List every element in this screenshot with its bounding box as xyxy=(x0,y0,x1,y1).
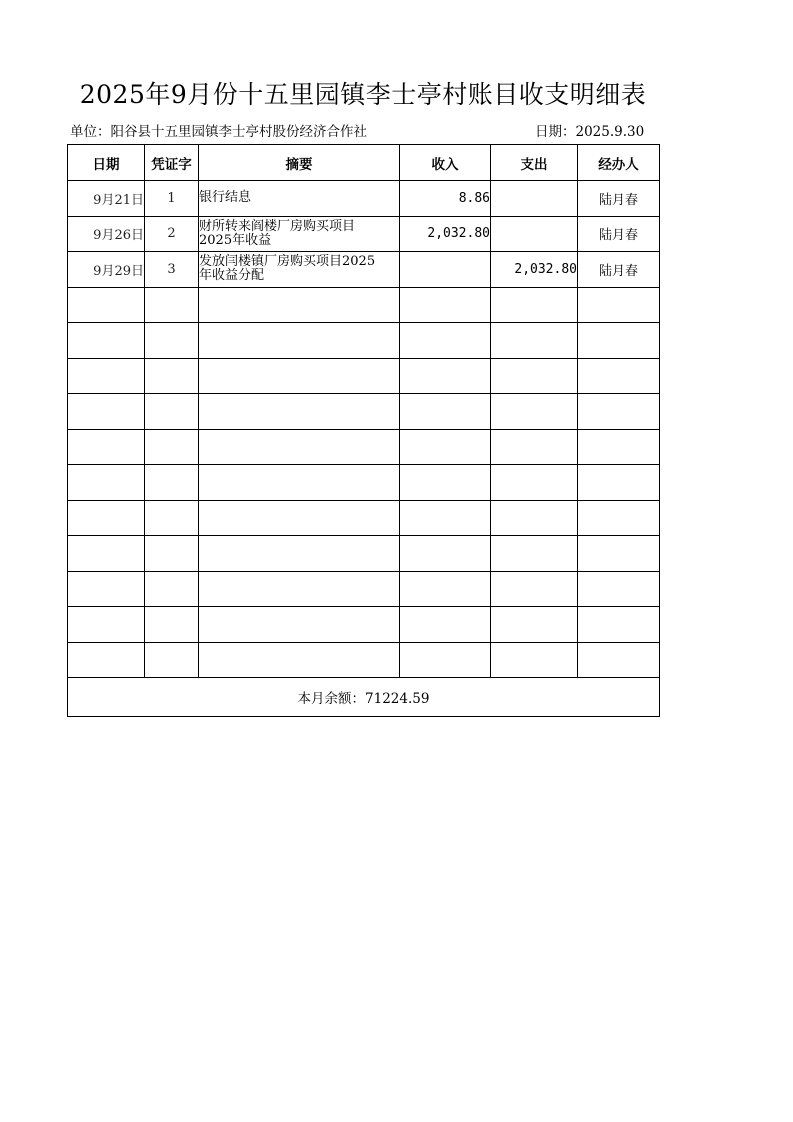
empty-table-row xyxy=(68,358,660,394)
row-summary-line: 年收益分配 xyxy=(199,268,265,284)
row-summary xyxy=(199,181,400,217)
empty-cell xyxy=(400,607,491,643)
empty-cell xyxy=(68,536,145,572)
date-label: 日期： xyxy=(535,124,576,140)
col-header-date: 日期 xyxy=(68,145,145,181)
empty-table-row xyxy=(68,465,660,501)
empty-cell xyxy=(68,287,145,323)
empty-cell xyxy=(68,358,145,394)
col-header-expense: 支出 xyxy=(491,145,578,181)
row-voucher: 2 xyxy=(145,216,199,252)
empty-cell xyxy=(400,465,491,501)
empty-cell xyxy=(68,607,145,643)
row-handler: 陆月春 xyxy=(578,216,660,252)
ledger-table xyxy=(67,144,660,717)
empty-cell xyxy=(199,358,400,394)
empty-cell xyxy=(400,500,491,536)
empty-cell xyxy=(68,323,145,359)
row-voucher: 1 xyxy=(145,181,199,217)
row-date: 9月21日 xyxy=(68,181,145,217)
empty-cell xyxy=(400,571,491,607)
col-header-summary: 摘要 xyxy=(199,145,400,181)
empty-cell xyxy=(491,287,578,323)
empty-cell xyxy=(145,536,199,572)
empty-cell xyxy=(68,429,145,465)
row-handler: 陆月春 xyxy=(578,181,660,217)
empty-cell xyxy=(199,287,400,323)
empty-cell xyxy=(578,536,660,572)
empty-cell xyxy=(145,642,199,678)
empty-cell xyxy=(145,429,199,465)
empty-cell xyxy=(145,287,199,323)
balance-cell xyxy=(68,678,660,717)
balance-value: 71224.59 xyxy=(365,691,430,707)
empty-cell xyxy=(578,323,660,359)
unit-label: 单位： xyxy=(70,124,111,140)
row-handler: 陆月春 xyxy=(578,252,660,288)
empty-cell xyxy=(145,500,199,536)
empty-cell xyxy=(145,323,199,359)
empty-cell xyxy=(491,607,578,643)
empty-cell xyxy=(578,465,660,501)
empty-cell xyxy=(491,358,578,394)
empty-cell xyxy=(400,358,491,394)
empty-cell xyxy=(199,642,400,678)
empty-cell xyxy=(68,394,145,430)
empty-table-row xyxy=(68,500,660,536)
col-header-income: 收入 xyxy=(400,145,491,181)
empty-cell xyxy=(491,429,578,465)
empty-cell xyxy=(578,607,660,643)
empty-cell xyxy=(578,394,660,430)
row-date: 9月29日 xyxy=(68,252,145,288)
empty-table-row xyxy=(68,394,660,430)
empty-cell xyxy=(491,500,578,536)
empty-cell xyxy=(578,287,660,323)
empty-cell xyxy=(491,642,578,678)
row-date: 9月26日 xyxy=(68,216,145,252)
empty-cell xyxy=(199,571,400,607)
row-income xyxy=(400,252,491,288)
row-summary-line: 2025年收益 xyxy=(199,232,272,248)
col-header-handler: 经办人 xyxy=(578,145,660,181)
row-summary-line: 财所转来阎楼厂房购买项目 xyxy=(199,218,356,234)
empty-cell xyxy=(68,500,145,536)
empty-cell xyxy=(199,607,400,643)
header-row xyxy=(68,145,660,181)
empty-cell xyxy=(400,394,491,430)
row-summary xyxy=(199,216,400,252)
col-header-voucher: 凭证字 xyxy=(145,145,199,181)
row-income: 8.86 xyxy=(400,181,491,217)
empty-cell xyxy=(68,465,145,501)
empty-cell xyxy=(145,394,199,430)
empty-cell xyxy=(145,358,199,394)
empty-cell xyxy=(199,536,400,572)
empty-cell xyxy=(68,642,145,678)
empty-cell xyxy=(68,571,145,607)
row-summary-line: 发放闫楼镇厂房购买项目2025 xyxy=(199,254,376,270)
date-line xyxy=(535,120,644,140)
empty-cell xyxy=(491,465,578,501)
empty-table-row xyxy=(68,323,660,359)
empty-cell xyxy=(400,287,491,323)
row-expense xyxy=(491,181,578,217)
empty-table-row xyxy=(68,642,660,678)
empty-cell xyxy=(400,536,491,572)
empty-cell xyxy=(578,642,660,678)
empty-table-row xyxy=(68,287,660,323)
empty-cell xyxy=(145,607,199,643)
empty-cell xyxy=(145,571,199,607)
empty-cell xyxy=(578,358,660,394)
empty-table-row xyxy=(68,536,660,572)
empty-table-row xyxy=(68,607,660,643)
balance-label: 本月余额： xyxy=(297,691,366,707)
empty-cell xyxy=(199,465,400,501)
table-row xyxy=(68,252,660,288)
empty-cell xyxy=(491,571,578,607)
row-expense: 2,032.80 xyxy=(491,252,578,288)
empty-cell xyxy=(491,536,578,572)
empty-cell xyxy=(491,323,578,359)
empty-table-row xyxy=(68,571,660,607)
empty-cell xyxy=(199,429,400,465)
row-summary xyxy=(199,252,400,288)
row-voucher: 3 xyxy=(145,252,199,288)
empty-cell xyxy=(199,323,400,359)
empty-cell xyxy=(578,429,660,465)
footer-row xyxy=(68,678,660,717)
table-row xyxy=(68,181,660,217)
empty-cell xyxy=(199,500,400,536)
empty-cell xyxy=(578,571,660,607)
row-summary-line: 银行结息 xyxy=(199,190,252,206)
page-title: 2025年9月份十五里园镇李士亭村账目收支明细表 xyxy=(79,80,647,109)
empty-cell xyxy=(400,323,491,359)
empty-table-row xyxy=(68,429,660,465)
empty-cell xyxy=(400,429,491,465)
empty-cell xyxy=(400,642,491,678)
row-income: 2,032.80 xyxy=(400,216,491,252)
row-expense xyxy=(491,216,578,252)
empty-cell xyxy=(578,500,660,536)
table-row xyxy=(68,216,660,252)
date-value: 2025.9.30 xyxy=(575,124,645,140)
empty-cell xyxy=(145,465,199,501)
unit-value: 阳谷县十五里园镇李士亭村股份经济合作社 xyxy=(110,124,367,140)
empty-cell xyxy=(199,394,400,430)
unit-line xyxy=(70,120,367,140)
empty-cell xyxy=(491,394,578,430)
